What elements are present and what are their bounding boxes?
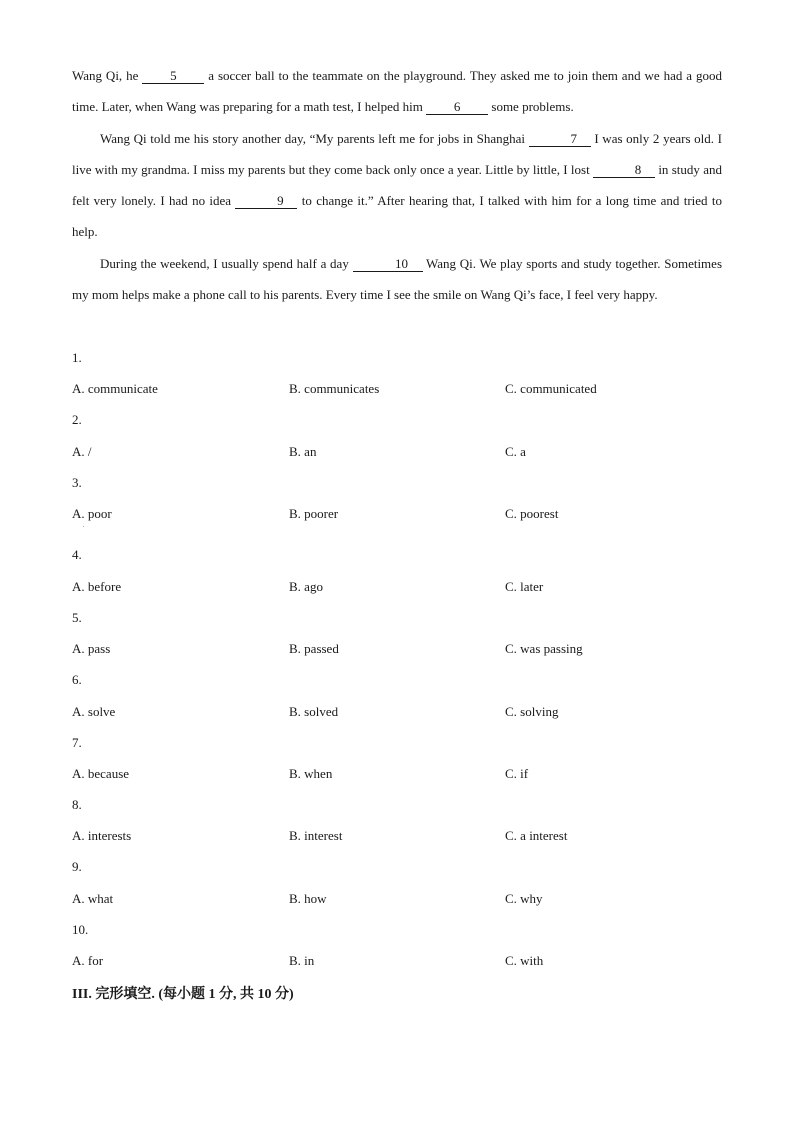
stray-dot: .	[83, 523, 85, 529]
option-c: C. was passing	[505, 641, 583, 656]
option-c: C. solving	[505, 704, 559, 719]
option-b: B. in	[289, 953, 315, 968]
option-b: B. when	[289, 766, 333, 781]
question-number: 4.	[72, 547, 82, 562]
option-c: C. poorest	[505, 506, 559, 521]
option-b: B. communicates	[289, 381, 380, 396]
question-number: 7.	[72, 735, 82, 750]
option-a: A. what	[72, 891, 114, 906]
passage-paragraph-1: Wang Qi, he 5 a soccer ball to the teammate on the playground. They asked me to join them and we had a good time. Later, when Wang was preparing for a math test, I helped him 6 some problems.	[72, 68, 722, 114]
blank-8: 8	[593, 163, 655, 178]
option-a: A. pass	[72, 641, 111, 656]
option-b: B. passed	[289, 641, 339, 656]
blank-7: 7	[529, 132, 591, 147]
option-b: B. interest	[289, 828, 343, 843]
option-c: C. communicated	[505, 381, 597, 396]
question-number: 8.	[72, 797, 82, 812]
blank-9: 9	[235, 194, 297, 209]
blank-5: 5	[142, 69, 204, 84]
option-b: B. how	[289, 891, 327, 906]
question-number: 3.	[72, 475, 82, 490]
option-a: A. for	[72, 953, 104, 968]
option-b: B. solved	[289, 704, 339, 719]
question-number: 5.	[72, 610, 82, 625]
option-a: A. because	[72, 766, 130, 781]
question-number: 6.	[72, 672, 82, 687]
question-number: 9.	[72, 859, 82, 874]
question-number: 1.	[72, 350, 82, 365]
option-b: B. ago	[289, 579, 323, 594]
option-c: C. a	[505, 444, 526, 459]
passage-paragraph-2: Wang Qi told me his story another day, “My parents left me for jobs in Shanghai 7 I was only 2 years old. I live with my grandma. I miss my parents but they come back only once a year. Little by little, I lost 8 in study and felt very lonely. I had no idea 9 to change it.” After hearing that, I talked with him for a long time and tried to help.	[72, 131, 722, 239]
option-b: B. poorer	[289, 506, 339, 521]
option-a: A. interests	[72, 828, 132, 843]
option-a: A. /	[72, 444, 92, 459]
blank-6: 6	[426, 100, 488, 115]
option-c: C. why	[505, 891, 543, 906]
option-a: A. poor	[72, 506, 112, 521]
passage-paragraph-3: During the weekend, I usually spend half a day 10 Wang Qi. We play sports and study together. Sometimes my mom helps make a phone call to his parents. Every time I see the smile on Wang Qi’s face, I feel very happy.	[72, 256, 722, 302]
question-number: 10.	[72, 922, 89, 937]
section-heading: III. 完形填空. (每小题 1 分, 共 10 分)	[72, 987, 294, 1002]
option-b: B. an	[289, 444, 317, 459]
option-a: A. communicate	[72, 381, 158, 396]
option-a: A. solve	[72, 704, 116, 719]
option-c: C. if	[505, 766, 529, 781]
option-c: C. later	[505, 579, 544, 594]
option-c: C. a interest	[505, 828, 568, 843]
blank-10: 10	[353, 257, 423, 272]
question-number: 2.	[72, 412, 82, 427]
option-a: A. before	[72, 579, 122, 594]
option-c: C. with	[505, 953, 544, 968]
